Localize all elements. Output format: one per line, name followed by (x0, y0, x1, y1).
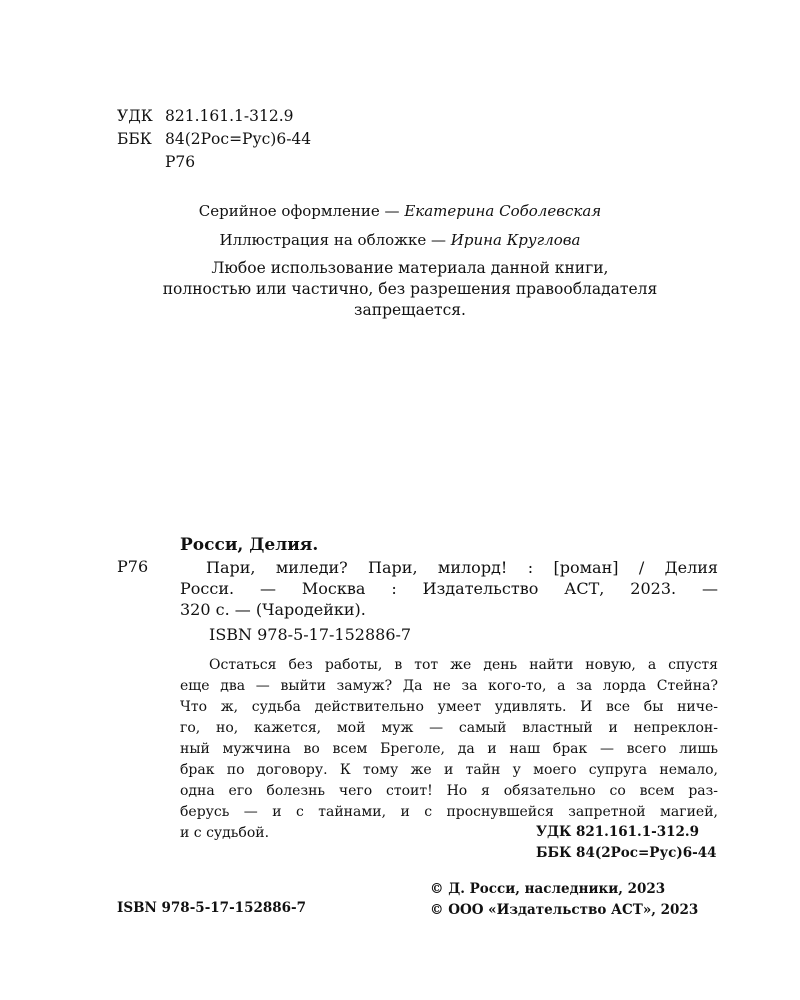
classification-block (117, 105, 311, 174)
bibliographic-code: Р76 (117, 557, 149, 576)
annotation-line: Что ж, судьба действительно умеет удивлять. И все бы ниче- (180, 699, 718, 715)
footer-bbk: ББК 84(2Рос=Рус)6-44 (536, 845, 717, 861)
bib-line: Пари, миледи? Пари, милорд! : [роман] / Делия (206, 558, 718, 577)
copyright-lines (430, 879, 698, 921)
annotation-line: брак по договору. К тому же и тайн у моего супруга немало, (180, 762, 718, 778)
bibliographic-description (180, 557, 718, 620)
annotation-line: еще два — выйти замуж? Да не за кого-то, а за лорда Стейна? (180, 678, 718, 694)
bbk-row (117, 128, 311, 151)
annotation-line: го, но, кажется, мой муж — самый властный и непреклон- (180, 720, 718, 736)
udk-value: 821.161.1-312.9 (165, 107, 294, 125)
book-annotation (180, 655, 718, 844)
bib-line: Росси. — Москва : Издательство АСТ, 2023. — (180, 579, 718, 598)
copyright-notice (100, 258, 720, 321)
cover-illustration-credit (100, 231, 700, 249)
udk-row (117, 105, 311, 128)
series-design-credit (100, 202, 700, 220)
book-author: Росси, Делия. (180, 535, 319, 555)
annotation-line: и с судьбой. (180, 825, 270, 841)
annotation-line: Остаться без работы, в тот же день найти новую, а спустя (209, 657, 718, 673)
annotation-line: одна его болезнь чего стоит! Но я обязательно со всем раз- (180, 783, 718, 799)
footer-classification (536, 822, 717, 864)
copyright-author: © Д. Росси, наследники, 2023 (430, 881, 666, 897)
series-designer-name: Екатерина Соболевская (404, 202, 602, 220)
copyright-publisher: © ООО «Издательство АСТ», 2023 (430, 902, 699, 918)
footer-isbn: ISBN 978-5-17-152886-7 (117, 900, 307, 916)
notice-line: полностью или частично, без разрешения правообладателя (162, 280, 658, 298)
series-design-label: Серийное оформление — (198, 202, 405, 220)
bib-line: 320 с. — (Чародейки). (180, 600, 366, 619)
udk-label: УДК (117, 107, 153, 125)
isbn: ISBN 978-5-17-152886-7 (209, 625, 412, 644)
cover-illustration-label: Иллюстрация на обложке — (219, 231, 451, 249)
author-mark-value: Р76 (165, 153, 196, 171)
bbk-value: 84(2Рос=Рус)6-44 (165, 130, 312, 148)
author-mark-spacer (117, 151, 165, 174)
notice-line: Любое использование материала данной книги, (211, 259, 609, 277)
author-mark-row (117, 151, 311, 174)
annotation-line: ный мужчина во всем Бреголе, да и наш брак — всего лишь (180, 741, 718, 757)
footer-udk: УДК 821.161.1-312.9 (536, 824, 699, 840)
annotation-line: берусь — и с тайнами, и с проснувшейся запретной магией, (180, 804, 718, 820)
bbk-label: ББК (117, 130, 152, 148)
notice-line: запрещается. (354, 301, 466, 319)
cover-illustrator-name: Ирина Круглова (450, 231, 581, 249)
